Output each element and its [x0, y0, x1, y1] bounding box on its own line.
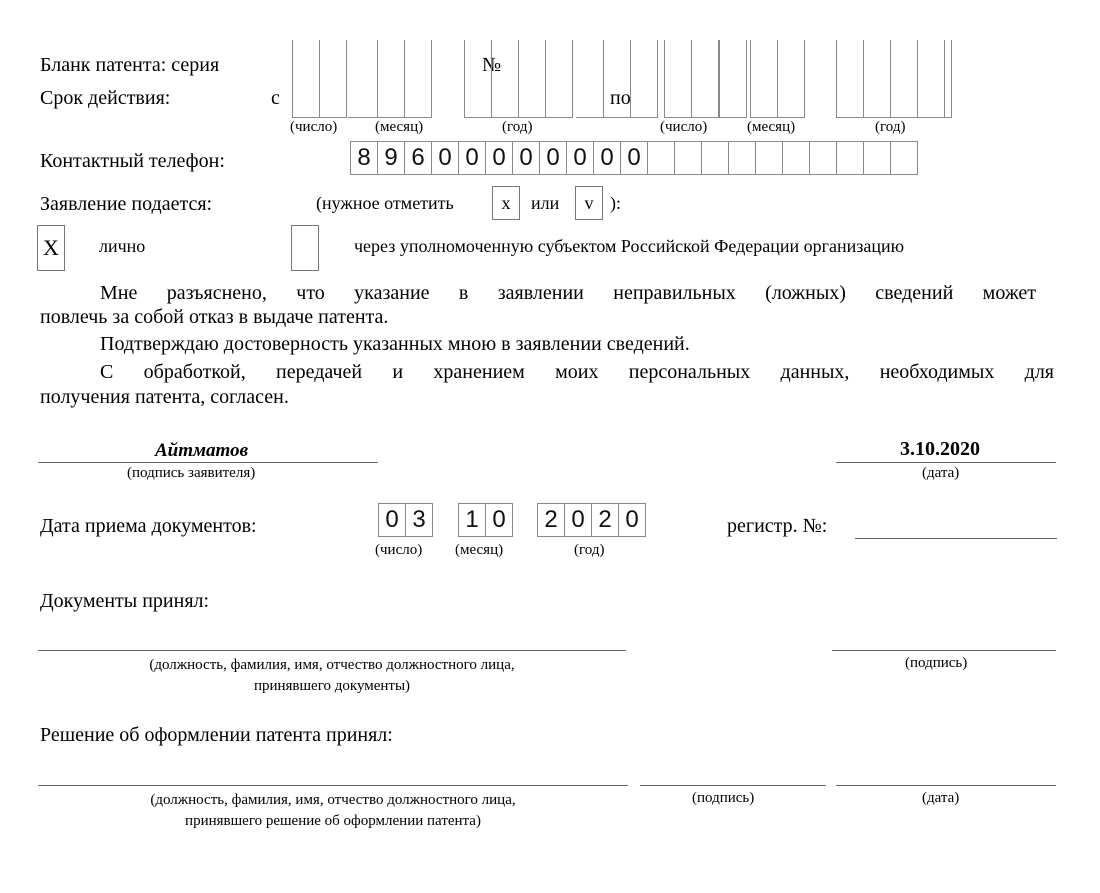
phone-label: Контактный телефон:: [40, 150, 225, 172]
signature-caption: (подпись заявителя): [127, 465, 256, 481]
statement-3-line-2: получения патента, согласен.: [40, 386, 289, 408]
series-label: Бланк патента: серия: [40, 54, 220, 76]
date-line: [836, 462, 1056, 463]
number-cells[interactable]: [576, 40, 658, 118]
phone-input[interactable]: [350, 141, 918, 175]
phone-digit-cell[interactable]: [809, 141, 837, 175]
receipt-year-caption: (год): [574, 542, 605, 558]
personal-label: лично: [99, 236, 146, 256]
cell[interactable]: [750, 40, 778, 118]
signature-line: [38, 462, 378, 463]
receipt-day-caption: (число): [375, 542, 423, 558]
receipt-month-input[interactable]: [458, 503, 513, 537]
digit-cell[interactable]: 0: [485, 503, 513, 537]
caption-line: принявшего решение об оформлении патента): [185, 813, 481, 829]
to-month-caption: (месяц): [747, 119, 796, 135]
cell[interactable]: [491, 40, 519, 118]
phone-digit-cell[interactable]: [728, 141, 756, 175]
statement-1-line-1: [100, 280, 1036, 306]
receipt-year-input[interactable]: [537, 503, 646, 537]
digit-cell[interactable]: 1: [458, 503, 486, 537]
statement-text: С обработкой, передачей и хранением моих персональных данных, необходимых для: [100, 361, 1054, 383]
digit-cell[interactable]: 0: [564, 503, 592, 537]
cell[interactable]: [890, 40, 918, 118]
personal-checkbox[interactable]: X: [37, 225, 65, 271]
accepted-official-caption: [38, 655, 626, 697]
digit-cell[interactable]: 2: [537, 503, 565, 537]
cell[interactable]: [576, 40, 604, 118]
cell[interactable]: [603, 40, 631, 118]
caption-line: (должность, фамилия, имя, отчество должностного лица,: [149, 657, 515, 673]
cell[interactable]: [777, 40, 805, 118]
cell[interactable]: [404, 40, 432, 118]
phone-digit-cell[interactable]: 0: [431, 141, 459, 175]
phone-digit-cell[interactable]: [782, 141, 810, 175]
submission-label: Заявление подается:: [40, 193, 213, 215]
statement-2: Подтверждаю достоверность указанных мною в заявлении сведений.: [100, 333, 690, 355]
accepted-signature-caption: (подпись): [905, 655, 968, 671]
phone-digit-cell[interactable]: 9: [377, 141, 405, 175]
accepted-label: Документы принял:: [40, 590, 210, 612]
validity-label: Срок действия:: [40, 87, 171, 109]
to-day-caption: (число): [660, 119, 708, 135]
phone-digit-cell[interactable]: 0: [539, 141, 567, 175]
submission-hint: (нужное отметить: [316, 193, 454, 213]
cell[interactable]: [518, 40, 546, 118]
phone-digit-cell[interactable]: 0: [458, 141, 486, 175]
to-year-caption: (год): [875, 119, 906, 135]
mark-x-sample: x: [492, 186, 520, 220]
phone-digit-cell[interactable]: [890, 141, 918, 175]
digit-cell[interactable]: 3: [405, 503, 433, 537]
or-label: или: [531, 193, 560, 213]
validity-to-month-cells[interactable]: [750, 40, 805, 118]
org-label: через уполномоченную субъектом Российской Федерации организацию: [354, 236, 905, 256]
decision-signature-line[interactable]: [640, 785, 826, 786]
applicant-date: 3.10.2020: [900, 438, 980, 460]
caption-line: принявшего документы): [253, 678, 411, 694]
cell[interactable]: [464, 40, 492, 118]
cell[interactable]: [377, 40, 405, 118]
org-checkbox[interactable]: [291, 225, 319, 271]
cell[interactable]: [630, 40, 658, 118]
phone-digit-cell[interactable]: 8: [350, 141, 378, 175]
from-label: с: [271, 87, 280, 109]
statement-1-line-2: повлечь за собой отказ в выдаче патента.: [40, 306, 389, 328]
from-month-caption: (месяц): [375, 119, 424, 135]
digit-cell[interactable]: 2: [591, 503, 619, 537]
applicant-signature: Айтматов: [155, 440, 249, 461]
phone-digit-cell[interactable]: [674, 141, 702, 175]
validity-from-day-cells[interactable]: [292, 40, 347, 118]
number-label: №: [482, 54, 502, 76]
cell[interactable]: [836, 40, 864, 118]
phone-digit-cell[interactable]: [836, 141, 864, 175]
number-cells-3[interactable]: [920, 40, 952, 118]
phone-digit-cell[interactable]: 0: [566, 141, 594, 175]
phone-digit-cell[interactable]: 0: [485, 141, 513, 175]
receipt-day-input[interactable]: [378, 503, 433, 537]
phone-digit-cell[interactable]: 0: [593, 141, 621, 175]
digit-cell[interactable]: 0: [618, 503, 646, 537]
phone-digit-cell[interactable]: [647, 141, 675, 175]
decision-date-line[interactable]: [836, 785, 1056, 786]
cell[interactable]: [348, 40, 378, 118]
cell[interactable]: [920, 40, 952, 118]
hint-suffix: ):: [610, 193, 621, 213]
decision-date-caption: (дата): [922, 790, 960, 806]
decision-official-caption: [38, 790, 628, 832]
date-caption: (дата): [922, 465, 960, 481]
cell[interactable]: [692, 40, 720, 118]
phone-digit-cell[interactable]: 6: [404, 141, 432, 175]
phone-digit-cell[interactable]: [755, 141, 783, 175]
series-cells[interactable]: [348, 40, 378, 118]
digit-cell[interactable]: 0: [378, 503, 406, 537]
decision-signature-caption: (подпись): [692, 790, 755, 806]
cell[interactable]: [863, 40, 891, 118]
validity-from-month-cells[interactable]: [377, 40, 432, 118]
receipt-month-caption: (месяц): [455, 542, 504, 558]
from-day-caption: (число): [290, 119, 338, 135]
caption-line: (должность, фамилия, имя, отчество должностного лица,: [150, 792, 516, 808]
validity-from-year-cells[interactable]: [464, 40, 573, 118]
number-cells-2[interactable]: [692, 40, 747, 118]
phone-digit-cell[interactable]: [701, 141, 729, 175]
decision-official-line[interactable]: [38, 785, 628, 786]
statement-3-line-1: [100, 359, 1054, 385]
accepted-signature-line[interactable]: [832, 650, 1056, 651]
cell[interactable]: [292, 40, 320, 118]
phone-digit-cell[interactable]: 0: [512, 141, 540, 175]
reg-number-label: регистр. №:: [727, 515, 828, 537]
receipt-label: Дата приема документов:: [40, 515, 257, 537]
to-label: по: [610, 87, 631, 109]
cell[interactable]: [719, 40, 747, 118]
phone-digit-cell[interactable]: 0: [620, 141, 648, 175]
phone-digit-cell[interactable]: [863, 141, 891, 175]
mark-v-sample: v: [575, 186, 603, 220]
cell[interactable]: [545, 40, 573, 118]
accepted-official-line[interactable]: [38, 650, 626, 651]
from-year-caption: (год): [502, 119, 533, 135]
statement-text: Мне разъяснено, что указание в заявлении неправильных (ложных) сведений может: [100, 282, 1036, 304]
decision-label: Решение об оформлении патента принял:: [40, 724, 393, 746]
cell[interactable]: [319, 40, 347, 118]
cell[interactable]: [664, 40, 692, 118]
reg-number-field[interactable]: [855, 538, 1057, 539]
